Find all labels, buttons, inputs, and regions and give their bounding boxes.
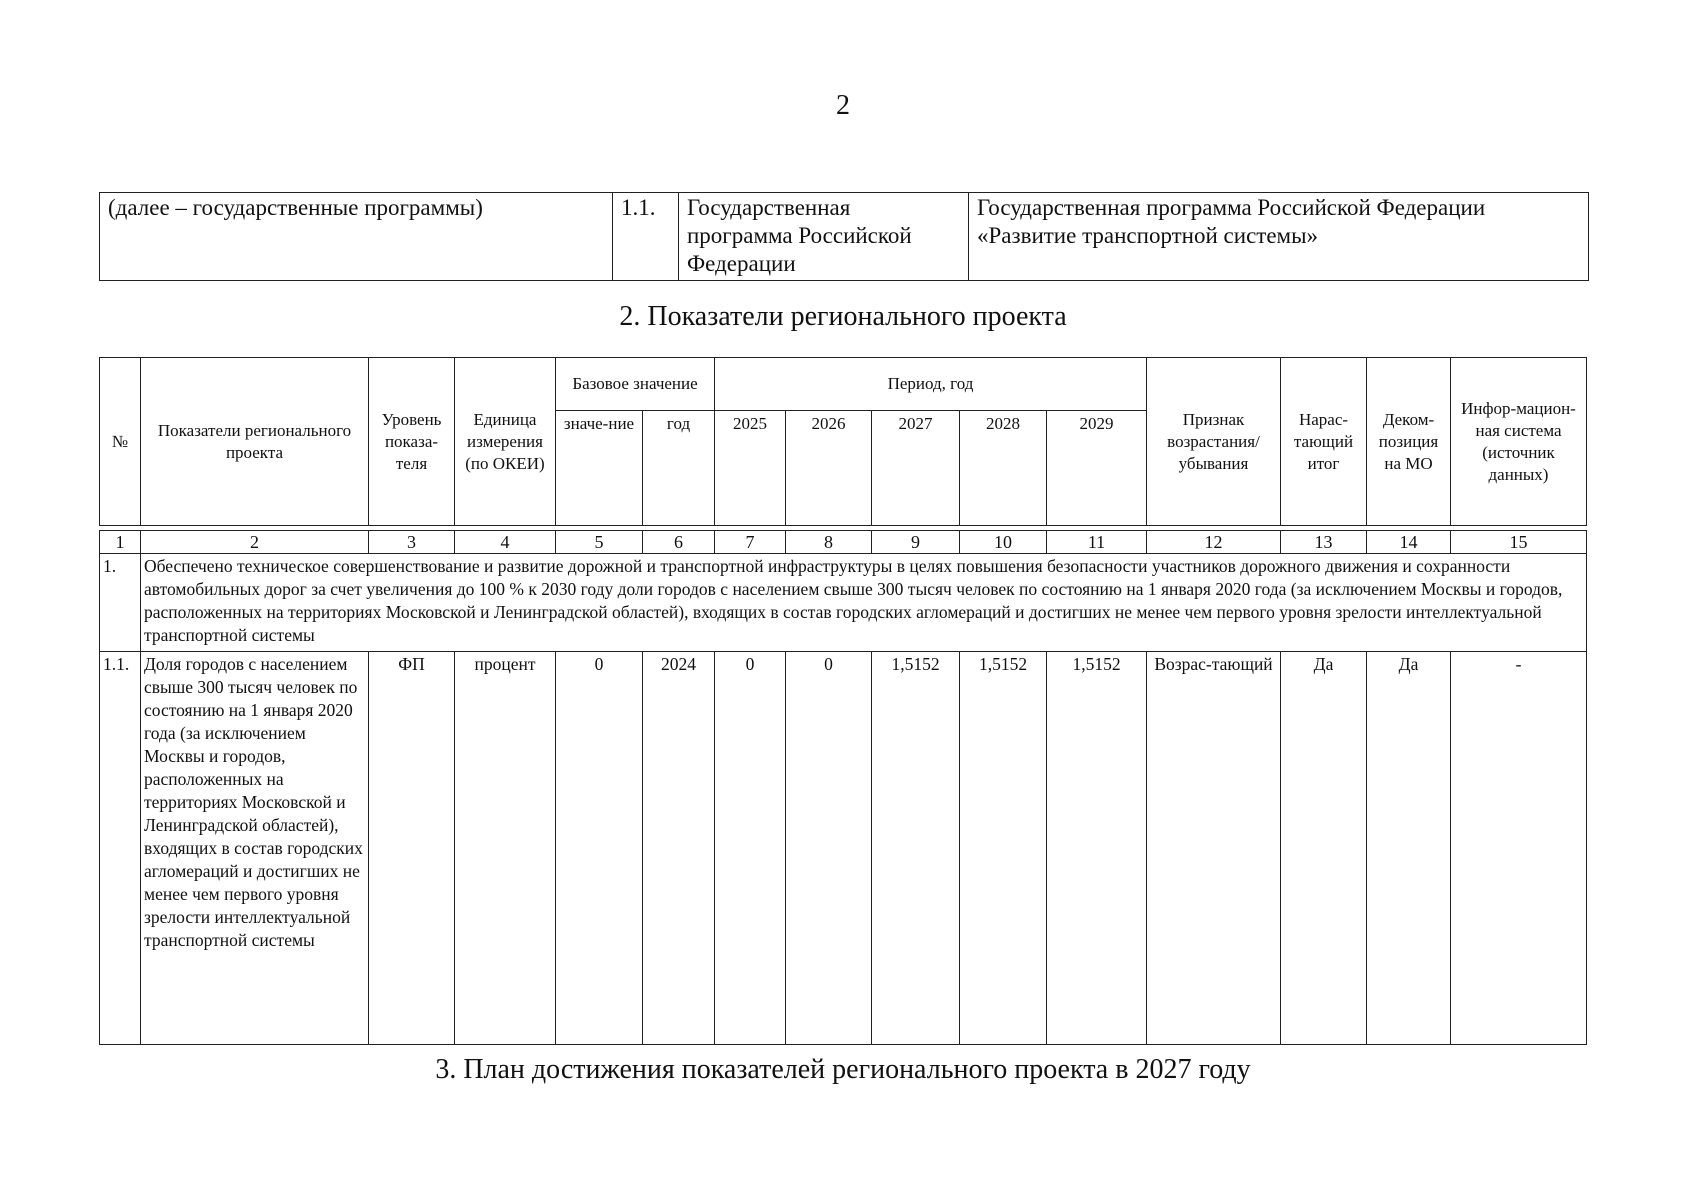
header-unit: Единица измерения (по ОКЕИ) — [455, 358, 556, 526]
row-base-value: 0 — [556, 652, 643, 1045]
row-base-year: 2024 — [643, 652, 715, 1045]
header-period: Период, год — [715, 358, 1147, 411]
program-number-cell: 1.1. — [613, 193, 679, 281]
row-decomposition: Да — [1367, 652, 1451, 1045]
header-trend: Признак возрастания/ убывания — [1147, 358, 1281, 526]
column-number: 14 — [1367, 531, 1451, 554]
section2-title: 2. Показатели регионального проекта — [619, 301, 1067, 332]
header-row-top — [100, 358, 1587, 411]
column-number: 7 — [715, 531, 786, 554]
header-base-value: значе-ние — [556, 411, 643, 526]
table-row — [100, 193, 1589, 281]
goal-text: Обеспечено техническое совершенствование и развитие дорожной и транспортной инфраструктуры в целях повышения безопасности участников дорожного движения и сохранности автомобильных дорог за счет увеличения до 100 % к 2030 году доли городов с населением свыше 300 тысяч человек по состоянию на 1 января 2020 года (за исключением Москвы и городов, расположенных на территориях Московской и Ленинградской областей), входящих в состав городских агломераций и достигших не менее чем первого уровня зрелости интеллектуальной транспортной системы — [141, 554, 1587, 652]
column-number: 8 — [786, 531, 872, 554]
column-number: 13 — [1281, 531, 1367, 554]
header-decomposition: Деком-позиция на МО — [1367, 358, 1451, 526]
header-level: Уровень показа-теля — [369, 358, 455, 526]
row-indicator: Доля городов с населением свыше 300 тысяч человек по состоянию на 1 января 2020 года (за исключением Москвы и городов, расположенных на территориях Московской и Ленинградской областей), входящих в состав городских агломераций и достигших не менее чем первого уровня зрелости интеллектуальной транспортной системы — [141, 652, 369, 1045]
row-trend: Возрас-тающий — [1147, 652, 1281, 1045]
column-number: 5 — [556, 531, 643, 554]
column-number: 9 — [872, 531, 960, 554]
row-value-2025: 0 — [715, 652, 786, 1045]
header-cumulative: Нарас-тающий итог — [1281, 358, 1367, 526]
page-number: 2 — [836, 90, 850, 121]
program-type-cell: Государственная программа Российской Федерации — [679, 193, 969, 281]
header-num: № — [100, 358, 141, 526]
header-info-system: Инфор-мацион-ная система (источник данных) — [1451, 358, 1587, 526]
program-label-cell: (далее – государственные программы) — [100, 193, 613, 281]
row-level: ФП — [369, 652, 455, 1045]
header-year-2025: 2025 — [715, 411, 786, 526]
row-info-system: - — [1451, 652, 1587, 1045]
goal-number: 1. — [100, 554, 141, 652]
row-unit: процент — [455, 652, 556, 1045]
column-number: 1 — [100, 531, 141, 554]
column-numbers-row — [100, 531, 1587, 554]
header-base: Базовое значение — [556, 358, 715, 411]
section3-title: 3. План достижения показателей регионального проекта в 2027 году — [435, 1054, 1251, 1085]
program-name-cell: Государственная программа Российской Федерации «Развитие транспортной системы» — [969, 193, 1589, 281]
column-number: 2 — [141, 531, 369, 554]
row-cumulative: Да — [1281, 652, 1367, 1045]
row-value-2026: 0 — [786, 652, 872, 1045]
column-number: 4 — [455, 531, 556, 554]
column-number: 10 — [960, 531, 1047, 554]
header-year-2028: 2028 — [960, 411, 1047, 526]
indicators-table — [99, 357, 1587, 1045]
header-year-2026: 2026 — [786, 411, 872, 526]
header-year-2027: 2027 — [872, 411, 960, 526]
header-indicator: Показатели регионального проекта — [141, 358, 369, 526]
column-number: 6 — [643, 531, 715, 554]
header-base-year: год — [643, 411, 715, 526]
row-value-2029: 1,5152 — [1047, 652, 1147, 1045]
row-value-2028: 1,5152 — [960, 652, 1047, 1045]
column-number: 15 — [1451, 531, 1587, 554]
column-number: 3 — [369, 531, 455, 554]
header-year-2029: 2029 — [1047, 411, 1147, 526]
row-value-2027: 1,5152 — [872, 652, 960, 1045]
goal-row — [100, 554, 1587, 652]
column-number: 12 — [1147, 531, 1281, 554]
column-number: 11 — [1047, 531, 1147, 554]
state-programs-table — [99, 192, 1589, 281]
row-number: 1.1. — [100, 652, 141, 1045]
table-row — [100, 652, 1587, 1045]
